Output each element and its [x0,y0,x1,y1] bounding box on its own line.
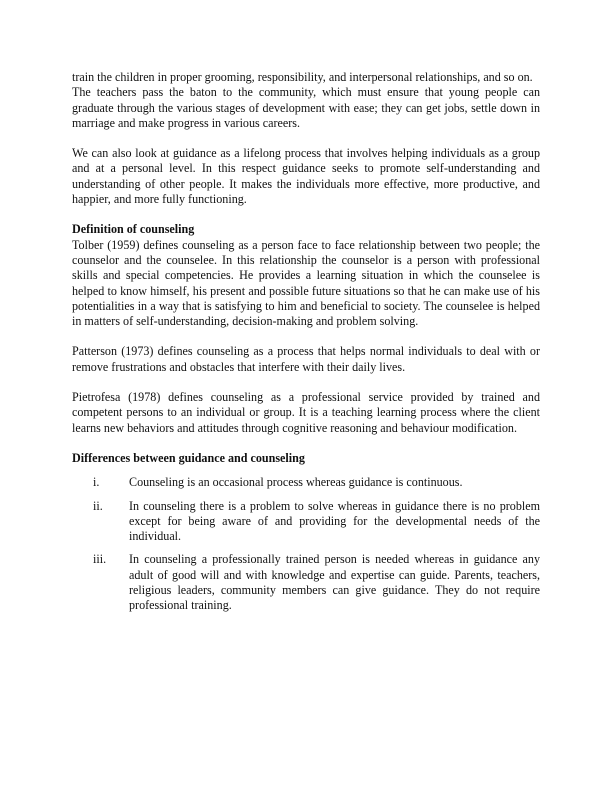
paragraph-tolber: Tolber (1959) defines counseling as a person face to face relationship between two people; the counselor and the counselee. In this relationship the counselor is a person with professional skills and special competencies. He provides a learning situation in which the counselee is helped to know himself, his present and possible future situations so that he can make use of his potentialities in a way that is satisfying to him and beneficial to society. The counselee is helped in matters of self-understanding, decision-making and problem solving. [72,237,540,329]
paragraph-pietrofesa: Pietrofesa (1978) defines counseling as a professional service provided by trained and competent persons to an individual or group. It is a teaching learning process where the client learns new behaviors and attitudes through cognitive reasoning and behaviour modification. [72,390,540,435]
paragraph-teachers-baton: The teachers pass the baton to the community, which must ensure that young people can graduate through the various stages of development with ease; they can get jobs, settle down in marriage and make progress in various careers. [72,85,540,130]
list-item [72,475,540,490]
heading-definition-of-counseling: Definition of counseling [72,222,195,237]
list-item-text: Counseling is an occasional process whereas guidance is continuous. [129,475,463,490]
list-item [72,499,540,545]
document-page [72,70,540,614]
paragraph-patterson: Patterson (1973) defines counseling as a process that helps normal individuals to deal with or remove frustrations and obstacles that interfere with their daily lives. [72,344,540,374]
differences-list [72,475,540,613]
list-marker: iii. [93,552,107,567]
paragraph-lifelong-guidance: We can also look at guidance as a lifelong process that involves helping individuals as a group and at a personal level. In this respect guidance seeks to promote self-understanding and understanding of other people. It makes the individuals more effective, more productive, and happier, and more fully functioning. [72,146,540,207]
list-item-text: In counseling there is a problem to solve whereas in guidance there is no problem except for being aware of and providing for the developmental needs of the individual. [129,498,540,544]
list-item-text: In counseling a professionally trained person is needed whereas in guidance any adult of good will and with knowledge and expertise can guide. Parents, teachers, religious leaders, community members can give guidance. They do not require professional training. [129,552,540,613]
list-marker: i. [93,475,100,490]
heading-differences: Differences between guidance and counseling [72,450,305,465]
list-item [72,552,540,613]
list-marker: ii. [93,498,103,513]
paragraph-intro-continuation: train the children in proper grooming, responsibility, and interpersonal relationships, and so on. [72,70,533,84]
